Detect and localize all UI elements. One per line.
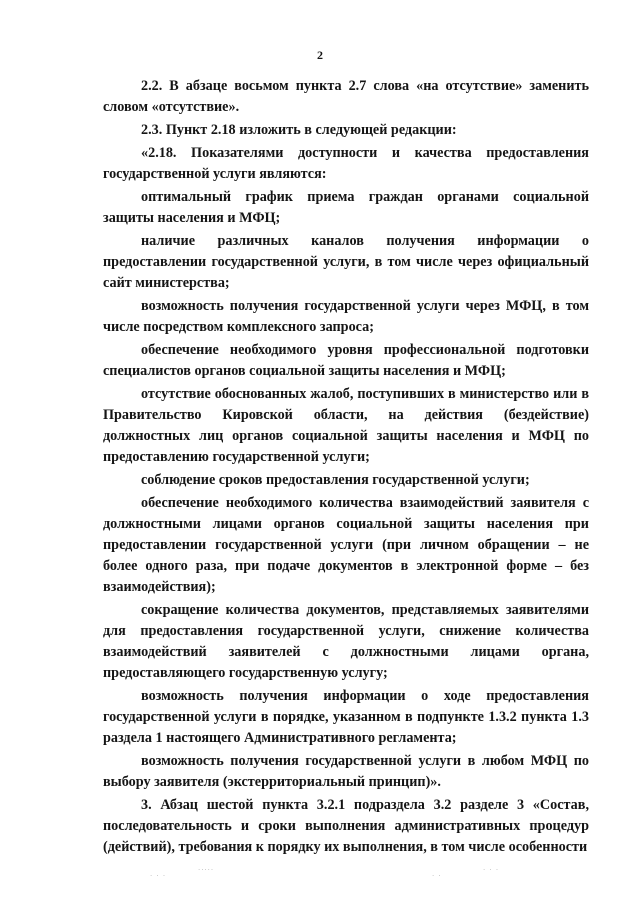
- paragraph: сокращение количества документов, представляемых заявителями для предоставления государственной услуги, снижение количества взаимодействий заявителей с должностными лицами органа, предоставляющего государственную услугу;: [103, 602, 589, 681]
- paragraph: наличие различных каналов получения информации о предоставлении государственной услуги, в том числе через официальный сайт министерства;: [103, 233, 589, 291]
- paragraph: возможность получения государственной услуги через МФЦ, в том числе посредством комплексного запроса;: [103, 298, 589, 335]
- scan-artifact: · · ·: [150, 872, 167, 880]
- paragraph: соблюдение сроков предоставления государственной услуги;: [141, 472, 530, 488]
- paragraph: оптимальный график приема граждан органами социальной защиты населения и МФЦ;: [103, 189, 589, 226]
- scan-artifact: · · ·: [483, 866, 500, 874]
- paragraph: возможность получения информации о ходе предоставления государственной услуги в порядке, указанном в подпункте 1.3.2 пункта 1.3 раздела 1 настоящего Административного регламента;: [103, 688, 589, 746]
- paragraph: 2.2. В абзаце восьмом пункта 2.7 слова «на отсутствие» заменить словом «отсутствие».: [103, 78, 589, 115]
- paragraph: обеспечение необходимого количества взаимодействий заявителя с должностными лицами органов социальной защиты населения при предоставлении государственной услуги (при личном обращении – не более одного раза, при подаче документов в электронной форме – без взаимодействия);: [103, 495, 589, 595]
- paragraph: «2.18. Показателями доступности и качества предоставления государственной услуги являются:: [103, 145, 589, 182]
- paragraph: 3. Абзац шестой пункта 3.2.1 подраздела 3.2 разделе 3 «Состав, последовательность и сроки выполнения административных процедур (действий), требования к порядку их выполнения, в том числе особенности: [103, 797, 589, 855]
- paragraph: отсутствие обоснованных жалоб, поступивших в министерство или в Правительство Кировской области, на действия (бездействие) должностных лиц органов социальной защиты населения и МФЦ по предоставлению государственной услуги;: [103, 386, 589, 465]
- document-body: [103, 76, 589, 858]
- paragraph: 2.3. Пункт 2.18 изложить в следующей редакции:: [141, 122, 457, 138]
- paragraph: возможность получения государственной услуги в любом МФЦ по выбору заявителя (экстерриториальный принцип)».: [103, 753, 589, 790]
- paragraph: обеспечение необходимого уровня профессиональной подготовки специалистов органов социальной защиты населения и МФЦ;: [103, 342, 589, 379]
- scan-artifact: · ·: [432, 872, 442, 880]
- scan-artifact: .....: [198, 864, 215, 872]
- page-number: 2: [317, 48, 323, 62]
